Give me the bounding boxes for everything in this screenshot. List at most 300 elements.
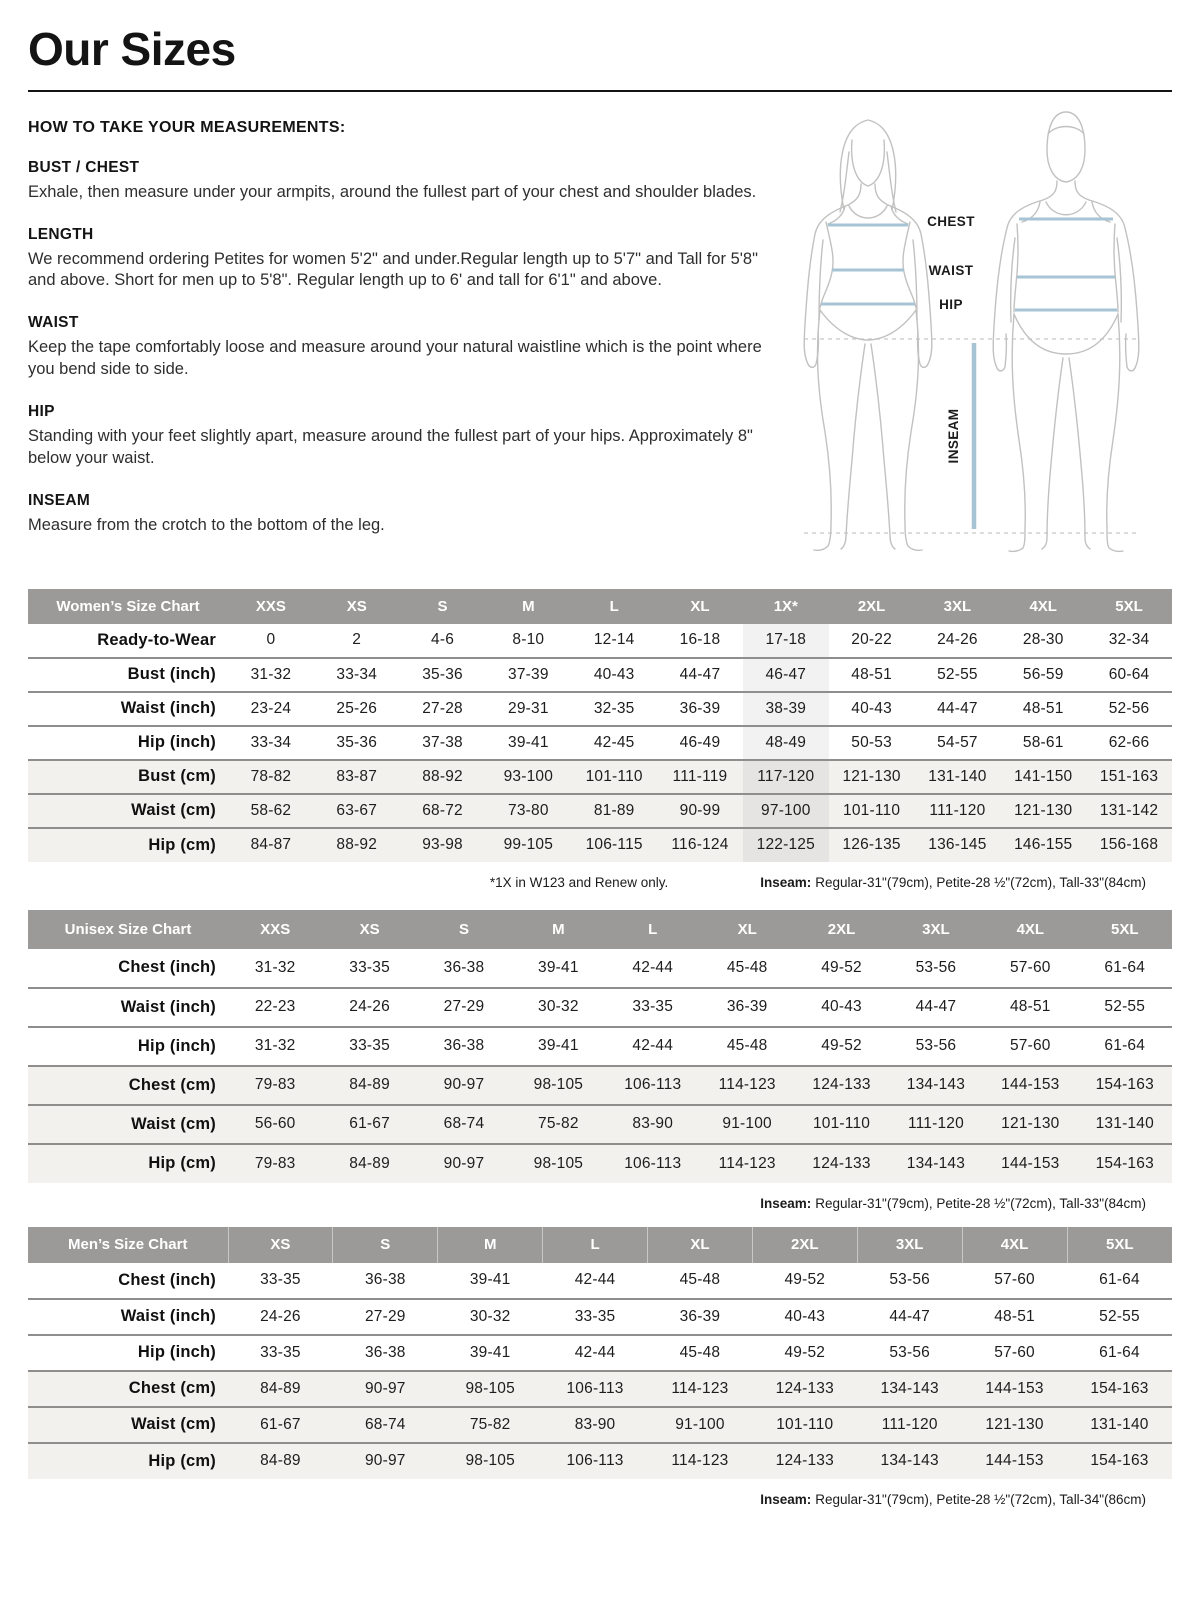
row-label: Chest (cm) <box>128 1379 216 1398</box>
size-value-cell: 61-64 <box>1099 1343 1140 1361</box>
size-chart-row <box>28 1027 1172 1066</box>
size-value-cell: 53-56 <box>889 1271 931 1289</box>
size-value-cell: 48-51 <box>994 1307 1035 1325</box>
size-value-cell: 111-120 <box>907 1115 964 1133</box>
size-value-cell: 56-60 <box>254 1115 296 1133</box>
row-label: Hip (inch) <box>137 1343 216 1362</box>
size-column-header: XS <box>322 910 416 949</box>
size-value-cell: 63-67 <box>336 801 378 819</box>
size-value-cell: 144-153 <box>985 1379 1044 1397</box>
size-value-cell: 98-105 <box>533 1076 584 1094</box>
size-value-cell: 83-87 <box>336 767 378 785</box>
size-chart-row <box>28 726 1172 760</box>
size-value-cell: 68-74 <box>364 1415 406 1433</box>
size-value-cell: 46-47 <box>743 658 829 692</box>
size-column-header: L <box>571 589 657 624</box>
size-value-cell: 68-74 <box>443 1115 485 1133</box>
size-column-header: 5XL <box>1067 1227 1172 1263</box>
row-label: Waist (cm) <box>131 1114 216 1133</box>
size-value-cell: 106-115 <box>585 836 643 854</box>
size-value-cell: 42-45 <box>593 733 635 751</box>
size-value-cell: 116-124 <box>671 836 729 854</box>
size-value-cell: 91-100 <box>675 1415 725 1433</box>
size-value-cell: 144-153 <box>985 1452 1044 1470</box>
size-value-cell: 68-72 <box>422 801 463 819</box>
size-chart-title: Men’s Size Chart <box>28 1227 228 1263</box>
size-chart-row <box>28 624 1172 658</box>
size-value-cell: 35-36 <box>422 665 463 683</box>
size-chart-row <box>28 794 1172 828</box>
size-value-cell: 44-47 <box>937 699 978 717</box>
size-value-cell: 33-35 <box>632 998 674 1016</box>
size-value-cell: 124-133 <box>812 1076 871 1094</box>
size-value-cell: 136-145 <box>928 836 987 854</box>
section-body: Keep the tape comfortably loose and measure around your natural waistline which is the point where you bend side to side. <box>28 338 762 379</box>
size-value-cell: 121-130 <box>985 1415 1044 1433</box>
size-value-cell: 36-39 <box>679 699 721 717</box>
size-value-cell: 40-43 <box>784 1307 826 1325</box>
size-value-cell: 38-39 <box>743 692 829 726</box>
size-value-cell: 52-56 <box>1108 699 1150 717</box>
size-value-cell: 48-51 <box>851 665 892 683</box>
size-chart-row <box>28 760 1172 794</box>
unisex-size-chart-body <box>28 949 1172 1183</box>
size-value-cell: 79-83 <box>254 1076 296 1094</box>
size-value-cell: 83-90 <box>574 1415 616 1433</box>
row-label: Hip (cm) <box>148 1154 216 1173</box>
size-column-header: XL <box>657 589 743 624</box>
size-value-cell: 24-26 <box>260 1307 301 1325</box>
size-value-cell: 24-26 <box>937 631 978 649</box>
size-value-cell: 57-60 <box>994 1343 1035 1361</box>
size-value-cell: 32-34 <box>1108 631 1150 649</box>
row-label: Waist (cm) <box>131 1415 216 1434</box>
size-value-cell: 114-123 <box>671 1379 729 1397</box>
size-value-cell: 134-143 <box>906 1154 966 1172</box>
size-value-cell: 4-6 <box>431 631 455 649</box>
size-value-cell: 30-32 <box>469 1307 511 1325</box>
size-chart-title: Women’s Size Chart <box>28 589 228 624</box>
size-value-cell: 45-48 <box>726 1037 768 1055</box>
womens-size-chart-body <box>28 624 1172 862</box>
size-value-cell: 20-22 <box>851 631 892 649</box>
size-column-header: 2XL <box>829 589 915 624</box>
inseam-footnote-label: Inseam: <box>760 874 812 890</box>
size-value-cell: 48-49 <box>743 726 829 760</box>
size-value-cell: 42-44 <box>574 1271 616 1289</box>
size-value-cell: 99-105 <box>503 836 554 854</box>
size-value-cell: 146-155 <box>1014 836 1073 854</box>
body-measurement-diagram <box>786 92 1168 558</box>
size-column-header: XS <box>228 1227 333 1263</box>
size-value-cell: 106-113 <box>566 1379 624 1397</box>
size-column-header: 3XL <box>915 589 1001 624</box>
row-label: Chest (cm) <box>128 1075 216 1094</box>
unisex-footnotes <box>28 1196 1172 1211</box>
size-chart-row <box>28 1407 1172 1443</box>
size-value-cell: 78-82 <box>250 767 292 785</box>
size-value-cell: 45-48 <box>726 958 768 976</box>
section-body: Exhale, then measure under your armpits, around the fullest part of your chest and shoulder blades. <box>28 182 757 201</box>
size-value-cell: 124-133 <box>775 1379 834 1397</box>
instruction-hip <box>28 403 788 470</box>
size-value-cell: 50-53 <box>851 733 892 751</box>
size-value-cell: 90-97 <box>443 1076 485 1094</box>
size-value-cell: 36-39 <box>679 1307 721 1325</box>
row-label: Chest (inch) <box>118 1270 216 1289</box>
size-value-cell: 131-140 <box>1090 1415 1149 1433</box>
size-value-cell: 114-123 <box>718 1076 776 1094</box>
size-value-cell: 57-60 <box>1009 958 1051 976</box>
size-value-cell: 131-140 <box>1095 1115 1154 1133</box>
size-value-cell: 31-32 <box>254 958 296 976</box>
size-value-cell: 134-143 <box>906 1076 966 1094</box>
size-value-cell: 73-80 <box>508 801 549 819</box>
size-value-cell: 45-48 <box>679 1343 721 1361</box>
size-chart-row <box>28 692 1172 726</box>
size-value-cell: 31-32 <box>250 665 292 683</box>
size-value-cell: 84-87 <box>250 836 292 854</box>
section-title: WAIST <box>28 314 79 332</box>
size-value-cell: 88-92 <box>422 767 463 785</box>
size-value-cell: 144-153 <box>1001 1076 1060 1094</box>
size-value-cell: 114-123 <box>671 1452 729 1470</box>
size-value-cell: 58-61 <box>1022 733 1064 751</box>
size-value-cell: 29-31 <box>508 699 549 717</box>
size-chart-row <box>28 1066 1172 1105</box>
size-value-cell: 39-41 <box>508 733 549 751</box>
size-column-header: 3XL <box>857 1227 962 1263</box>
womens-inseam-footnote <box>760 875 1146 890</box>
section-body: Measure from the crotch to the bottom of the leg. <box>28 516 385 535</box>
size-value-cell: 144-153 <box>1001 1154 1060 1172</box>
size-value-cell: 60-64 <box>1108 665 1150 683</box>
size-column-header: 4XL <box>962 1227 1067 1263</box>
size-value-cell: 17-18 <box>743 624 829 658</box>
size-value-cell: 84-89 <box>260 1379 301 1397</box>
size-value-cell: 40-43 <box>851 699 892 717</box>
size-value-cell: 33-35 <box>349 958 390 976</box>
inseam-footnote-text: Regular-31"(79cm), Petite-28 ½"(72cm), Tall-33"(84cm) <box>815 874 1146 890</box>
size-value-cell: 117-120 <box>743 760 829 794</box>
row-label: Hip (inch) <box>137 733 216 752</box>
size-value-cell: 122-125 <box>743 828 829 862</box>
size-value-cell: 106-113 <box>566 1452 624 1470</box>
size-value-cell: 2 <box>352 631 362 649</box>
size-value-cell: 48-51 <box>1009 998 1051 1016</box>
size-value-cell: 27-29 <box>443 998 485 1016</box>
instructions-column <box>28 92 788 538</box>
size-value-cell: 53-56 <box>915 1037 957 1055</box>
instruction-bust-chest <box>28 159 788 204</box>
size-column-header: M <box>511 910 605 949</box>
page-title: Our Sizes <box>28 23 236 75</box>
section-title: LENGTH <box>28 225 94 243</box>
size-value-cell: 57-60 <box>1009 1037 1051 1055</box>
row-label: Waist (inch) <box>120 997 216 1016</box>
size-value-cell: 49-52 <box>784 1343 826 1361</box>
size-column-header: S <box>417 910 511 949</box>
row-label: Hip (cm) <box>148 835 216 854</box>
size-column-header: XL <box>648 1227 753 1263</box>
size-value-cell: 24-26 <box>349 998 390 1016</box>
size-chart-row <box>28 988 1172 1027</box>
row-label: Bust (inch) <box>127 665 216 684</box>
size-column-header: 4XL <box>1000 589 1086 624</box>
size-column-header: XS <box>314 589 400 624</box>
size-value-cell: 62-66 <box>1108 733 1150 751</box>
inseam-footnote-label: Inseam: <box>760 1195 812 1211</box>
size-chart-title: Unisex Size Chart <box>28 910 228 949</box>
size-chart-header-row <box>28 589 1172 624</box>
size-value-cell: 32-35 <box>593 699 635 717</box>
size-value-cell: 39-41 <box>469 1343 511 1361</box>
size-column-header: 5XL <box>1086 589 1172 624</box>
size-value-cell: 114-123 <box>718 1154 776 1172</box>
size-value-cell: 83-90 <box>632 1115 674 1133</box>
size-value-cell: 31-32 <box>254 1037 296 1055</box>
size-value-cell: 134-143 <box>880 1379 939 1397</box>
size-value-cell: 33-34 <box>250 733 292 751</box>
section-title: INSEAM <box>28 492 91 510</box>
size-value-cell: 121-130 <box>842 767 901 785</box>
size-value-cell: 111-120 <box>929 801 986 819</box>
size-value-cell: 37-38 <box>422 733 463 751</box>
size-column-header: 2XL <box>752 1227 857 1263</box>
size-chart-row <box>28 828 1172 862</box>
size-value-cell: 36-39 <box>726 998 768 1016</box>
size-value-cell: 27-28 <box>422 699 463 717</box>
size-value-cell: 48-51 <box>1022 699 1064 717</box>
section-title: HIP <box>28 403 55 421</box>
size-value-cell: 111-119 <box>672 767 728 785</box>
size-value-cell: 124-133 <box>775 1452 834 1470</box>
size-value-cell: 75-82 <box>538 1115 579 1133</box>
mens-size-chart-header <box>28 1227 1172 1263</box>
size-value-cell: 121-130 <box>1014 801 1073 819</box>
size-value-cell: 154-163 <box>1095 1154 1154 1172</box>
size-value-cell: 22-23 <box>254 998 296 1016</box>
size-value-cell: 84-89 <box>260 1452 301 1470</box>
size-value-cell: 56-59 <box>1022 665 1064 683</box>
size-value-cell: 35-36 <box>336 733 378 751</box>
man-figure-outline <box>993 112 1139 551</box>
size-column-header: 2XL <box>794 910 888 949</box>
inseam-footnote-text: Regular-31"(79cm), Petite-28 ½"(72cm), Tall-33"(84cm) <box>815 1195 1146 1211</box>
size-value-cell: 61-67 <box>260 1415 301 1433</box>
size-value-cell: 121-130 <box>1001 1115 1060 1133</box>
size-value-cell: 101-110 <box>585 767 643 785</box>
size-value-cell: 154-163 <box>1090 1452 1149 1470</box>
size-value-cell: 57-60 <box>994 1271 1035 1289</box>
size-value-cell: 42-44 <box>574 1343 616 1361</box>
size-value-cell: 75-82 <box>469 1415 511 1433</box>
size-value-cell: 61-64 <box>1104 1037 1146 1055</box>
size-value-cell: 42-44 <box>632 1037 674 1055</box>
size-value-cell: 39-41 <box>538 958 579 976</box>
size-value-cell: 90-99 <box>679 801 721 819</box>
size-value-cell: 111-120 <box>881 1415 938 1433</box>
size-value-cell: 90-97 <box>443 1154 485 1172</box>
size-value-cell: 49-52 <box>821 958 862 976</box>
size-chart-row <box>28 1335 1172 1371</box>
size-value-cell: 106-113 <box>624 1154 682 1172</box>
size-value-cell: 0 <box>266 631 276 649</box>
instructions-heading: HOW TO TAKE YOUR MEASUREMENTS: <box>28 118 346 136</box>
size-value-cell: 101-110 <box>843 801 901 819</box>
chest-label: CHEST <box>927 213 975 229</box>
size-value-cell: 98-105 <box>465 1452 515 1470</box>
size-value-cell: 97-100 <box>743 794 829 828</box>
size-value-cell: 16-18 <box>679 631 721 649</box>
size-value-cell: 36-38 <box>364 1271 406 1289</box>
mens-size-chart-body <box>28 1263 1172 1479</box>
row-label: Waist (inch) <box>120 1307 216 1326</box>
section-body: Standing with your feet slightly apart, measure around the fullest part of your hips. Approximately 8" below your waist. <box>28 427 753 468</box>
size-chart-row <box>28 949 1172 988</box>
inseam-label: INSEAM <box>946 408 961 464</box>
size-value-cell: 90-97 <box>364 1452 406 1470</box>
size-value-cell: 79-83 <box>254 1154 296 1172</box>
size-value-cell: 12-14 <box>593 631 635 649</box>
size-value-cell: 27-29 <box>364 1307 406 1325</box>
size-value-cell: 33-34 <box>336 665 378 683</box>
womens-size-chart-header <box>28 589 1172 624</box>
size-value-cell: 25-26 <box>336 699 378 717</box>
mens-footnotes <box>28 1492 1172 1507</box>
size-value-cell: 40-43 <box>593 665 635 683</box>
size-column-header: XXS <box>228 910 322 949</box>
size-column-header: M <box>485 589 571 624</box>
size-value-cell: 33-35 <box>260 1343 301 1361</box>
size-value-cell: 93-100 <box>503 767 554 785</box>
size-value-cell: 156-168 <box>1099 836 1159 854</box>
size-value-cell: 53-56 <box>915 958 957 976</box>
row-label: Hip (cm) <box>148 1451 216 1470</box>
inseam-footnote-text: Regular-31"(79cm), Petite-28 ½"(72cm), Tall-34"(86cm) <box>815 1491 1146 1507</box>
size-value-cell: 81-89 <box>593 801 635 819</box>
instruction-waist <box>28 314 788 381</box>
size-value-cell: 61-64 <box>1099 1271 1140 1289</box>
size-column-header: L <box>606 910 700 949</box>
size-column-header: 3XL <box>889 910 983 949</box>
size-value-cell: 141-150 <box>1014 767 1073 785</box>
size-value-cell: 101-110 <box>812 1115 871 1133</box>
row-label: Ready-to-Wear <box>97 630 216 649</box>
size-value-cell: 101-110 <box>776 1415 834 1433</box>
size-value-cell: 90-97 <box>364 1379 406 1397</box>
size-value-cell: 49-52 <box>821 1037 862 1055</box>
size-value-cell: 39-41 <box>538 1037 579 1055</box>
size-value-cell: 84-89 <box>349 1154 390 1172</box>
size-value-cell: 39-41 <box>469 1271 511 1289</box>
size-value-cell: 98-105 <box>465 1379 515 1397</box>
size-value-cell: 30-32 <box>538 998 579 1016</box>
size-value-cell: 134-143 <box>880 1452 939 1470</box>
size-value-cell: 33-35 <box>260 1271 301 1289</box>
inseam-footnote-label: Inseam: <box>760 1491 812 1507</box>
size-value-cell: 44-47 <box>889 1307 931 1325</box>
size-chart-header-row <box>28 910 1172 949</box>
size-chart-row <box>28 1263 1172 1299</box>
size-value-cell: 151-163 <box>1099 767 1159 785</box>
size-column-header: 1X* <box>743 589 829 624</box>
size-column-header: XXS <box>228 589 314 624</box>
size-value-cell: 37-39 <box>508 665 549 683</box>
size-column-header: S <box>333 1227 438 1263</box>
size-column-header: 5XL <box>1078 910 1172 949</box>
size-chart-row <box>28 658 1172 692</box>
size-chart-row <box>28 1105 1172 1144</box>
size-value-cell: 88-92 <box>336 836 378 854</box>
size-value-cell: 23-24 <box>250 699 292 717</box>
unisex-size-chart <box>28 910 1172 1183</box>
size-value-cell: 52-55 <box>1099 1307 1140 1325</box>
hip-label: HIP <box>939 296 963 312</box>
size-value-cell: 126-135 <box>842 836 901 854</box>
size-value-cell: 52-55 <box>937 665 978 683</box>
size-value-cell: 84-89 <box>349 1076 390 1094</box>
measurement-instructions-section <box>28 92 1172 574</box>
row-label: Bust (cm) <box>138 767 216 786</box>
row-label: Chest (inch) <box>118 958 216 977</box>
size-value-cell: 45-48 <box>679 1271 721 1289</box>
size-value-cell: 33-35 <box>574 1307 616 1325</box>
size-value-cell: 28-30 <box>1022 631 1064 649</box>
size-column-header: 4XL <box>983 910 1077 949</box>
instruction-inseam <box>28 492 788 537</box>
woman-figure-outline <box>804 120 932 550</box>
size-value-cell: 58-62 <box>250 801 292 819</box>
size-column-header: XL <box>700 910 794 949</box>
size-value-cell: 40-43 <box>821 998 862 1016</box>
size-value-cell: 46-49 <box>679 733 721 751</box>
size-value-cell: 91-100 <box>722 1115 772 1133</box>
size-chart-row <box>28 1371 1172 1407</box>
size-value-cell: 8-10 <box>512 631 545 649</box>
size-value-cell: 36-38 <box>364 1343 406 1361</box>
instruction-length <box>28 226 788 293</box>
unisex-size-chart-header <box>28 910 1172 949</box>
mens-inseam-footnote <box>760 1492 1146 1507</box>
womens-size-chart <box>28 589 1172 862</box>
size-value-cell: 106-113 <box>624 1076 682 1094</box>
size-value-cell: 154-163 <box>1095 1076 1154 1094</box>
size-value-cell: 61-64 <box>1104 958 1146 976</box>
size-value-cell: 98-105 <box>533 1154 584 1172</box>
size-value-cell: 61-67 <box>349 1115 390 1133</box>
row-label: Waist (cm) <box>131 801 216 820</box>
size-value-cell: 44-47 <box>679 665 721 683</box>
size-value-cell: 44-47 <box>915 998 957 1016</box>
size-value-cell: 93-98 <box>422 836 463 854</box>
size-chart-header-row <box>28 1227 1172 1263</box>
waist-label: WAIST <box>928 262 974 278</box>
size-value-cell: 124-133 <box>812 1154 871 1172</box>
section-body: We recommend ordering Petites for women 5'2" and under.Regular length up to 5'7" and Tall for 5'8" and above. Short for men up to 5'8". Regular length up to 6' and tall for 6'1" and above. <box>28 249 758 290</box>
womens-footnotes <box>28 875 1172 890</box>
unisex-inseam-footnote <box>760 1196 1146 1211</box>
size-column-header: L <box>543 1227 648 1263</box>
size-value-cell: 54-57 <box>937 733 978 751</box>
size-value-cell: 36-38 <box>443 958 485 976</box>
mens-size-chart <box>28 1227 1172 1479</box>
size-value-cell: 36-38 <box>443 1037 485 1055</box>
size-value-cell: 131-142 <box>1099 801 1159 819</box>
size-value-cell: 42-44 <box>632 958 674 976</box>
section-title: BUST / CHEST <box>28 158 140 176</box>
size-chart-row <box>28 1443 1172 1479</box>
